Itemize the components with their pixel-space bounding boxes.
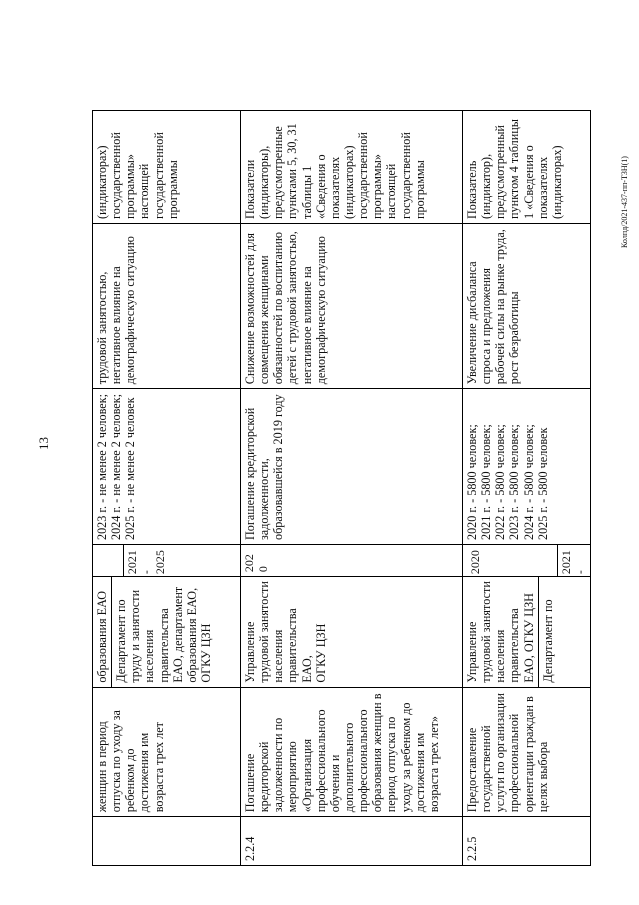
responsible-cell bbox=[93, 577, 241, 688]
document-id: Колпд/2021-437-пп-ТЗН(1) bbox=[620, 156, 629, 248]
effect-cell: трудовой занятостью, негативное влияние на демографическую ситуацию bbox=[93, 224, 241, 389]
responsible-cell: Управление трудовой занятости населения правительства ЕАО, ОГКУ ЦЗН bbox=[241, 577, 463, 688]
table-row bbox=[241, 111, 463, 866]
responsible-top: образования ЕАО bbox=[93, 577, 112, 687]
indicator-cell: Показатель (индикатор), предусмотренный пунктом 4 таблицы 1 «Сведения о показателях (индикаторах) bbox=[463, 111, 591, 224]
row-number-cell: 2.2.5 bbox=[463, 817, 591, 866]
responsible-bottom: Департамент по bbox=[540, 599, 555, 683]
year-bottom: 2021 - bbox=[559, 550, 587, 575]
indicator-cell: Показатели (индикаторы), предусмотренные пунктами 5, 30, 31 таблицы 1 «Сведения о показателях (индикаторах) государственной программы» настоящей государственной программы bbox=[241, 111, 463, 224]
activity-name-cell: женщин в период отпуска по уходу за ребенком до достижения им возраста трех лет bbox=[93, 687, 241, 817]
effect-cell: Увеличение дисбаланса спроса и предложения рабочей силы на рынке труда, рост безработицы bbox=[463, 224, 591, 389]
year-cell bbox=[463, 545, 591, 577]
effect-cell: Снижение возможностей для совмещения женщинами обязанностей по воспитанию детей с трудовой занятостью, негативное влияние на демографическую ситуацию bbox=[241, 224, 463, 389]
page-number: 13 bbox=[36, 437, 51, 450]
result-cell: Погашение кредиторской задолженности, образовавшейся в 2019 году bbox=[241, 389, 463, 545]
responsible-cell bbox=[463, 577, 591, 688]
result-cell: 2020 г. - 5800 человек; 2021 г. - 5800 человек; 2022 г. - 5800 человек; 2023 г. - 5800 человек; 2024 г. - 5800 человек; 2025 г. - 5800 человек bbox=[463, 389, 591, 545]
result-cell: 2023 г. - не менее 2 человек; 2024 г. - не менее 2 человек; 2025 г. - не менее 2 человек bbox=[93, 389, 241, 545]
responsible-bottom: Департамент по труду и занятости населения правительства ЕАО, департамент образования ЕАО, ОГКУ ЦЗН bbox=[114, 586, 213, 683]
table-row bbox=[93, 111, 241, 866]
year-cell: 2020 bbox=[241, 545, 463, 577]
row-number-cell: 2.2.4 bbox=[241, 817, 463, 866]
table-row bbox=[463, 111, 591, 866]
year-bottom: 2021 - 2025 bbox=[125, 550, 167, 575]
indicator-cell: (индикаторах) государственной программы» настоящей государственной программы bbox=[93, 111, 241, 224]
activity-name-cell: Погашение кредиторской задолженности по мероприятию «Организация профессионального обучения и дополнительного профессионального образования женщин в период отпуска по уходу за ребенком до достижения им возраста трех лет» bbox=[241, 687, 463, 817]
year-cell bbox=[93, 545, 241, 577]
rotated-table-sheet bbox=[92, 110, 587, 866]
year-top bbox=[93, 545, 124, 576]
program-activities-table bbox=[92, 110, 591, 866]
year-top: 2020 bbox=[463, 545, 558, 576]
responsible-top: Управление трудовой занятости населения правительства ЕАО, ОГКУ ЦЗН bbox=[463, 577, 539, 687]
row-number-cell bbox=[93, 817, 241, 866]
activity-name-cell: Предоставление государственной услуги по организации профессиональной ориентации граждан в целях выбора bbox=[463, 687, 591, 817]
